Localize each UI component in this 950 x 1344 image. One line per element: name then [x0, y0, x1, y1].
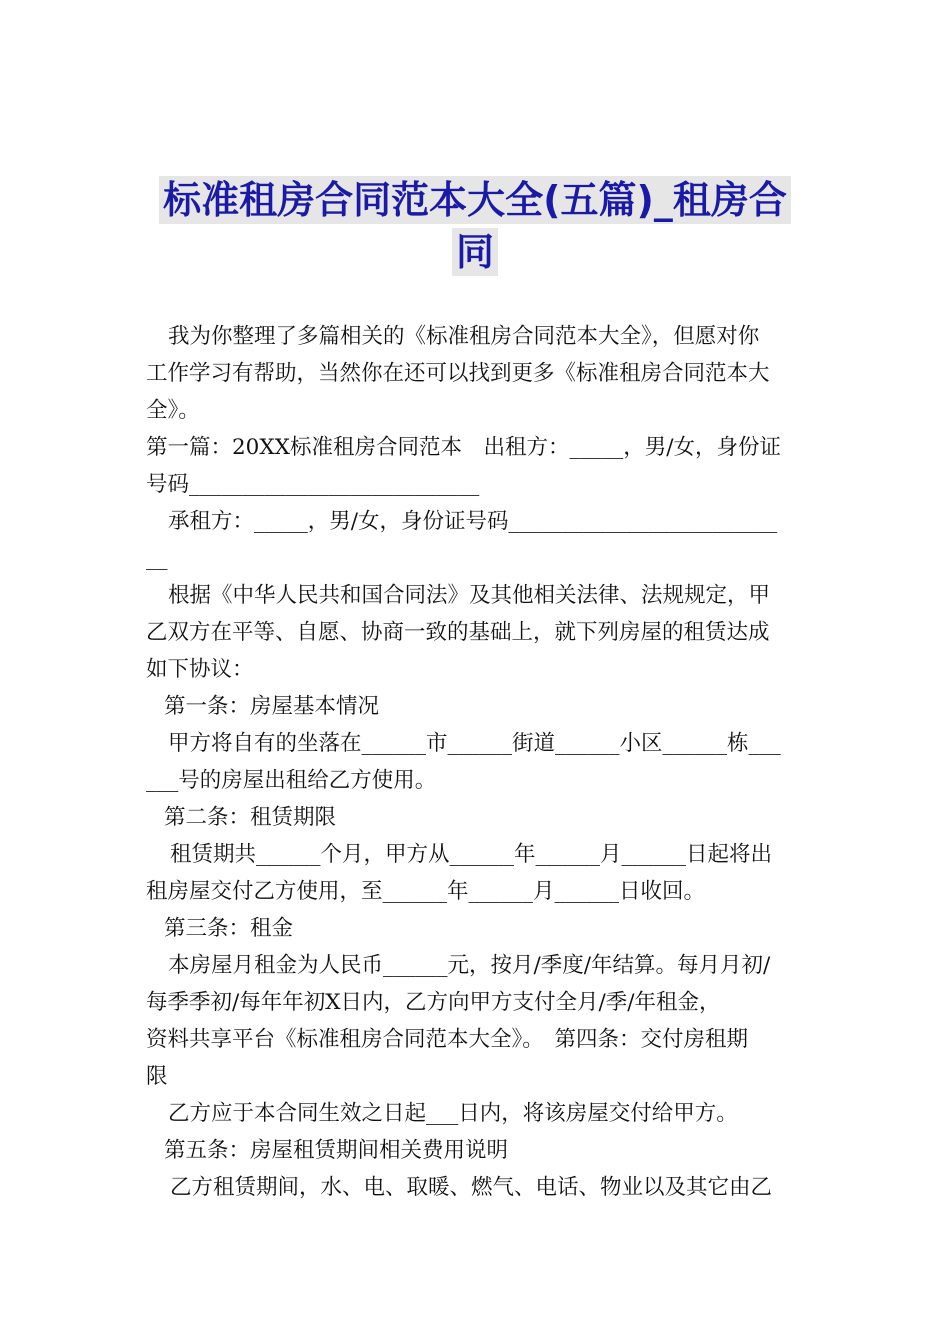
document-title — [0, 176, 950, 280]
paragraph-line: 根据《中华人民共和国合同法》及其他相关法律、法规规定，甲 — [168, 583, 771, 608]
article-heading: 第三条：租金 — [164, 916, 294, 941]
paragraph-line: 乙方应于本合同生效之日起___日内，将该房屋交付给甲方。 — [168, 1101, 738, 1126]
paragraph-line: 资料共享平台《标准租房合同范本大全》。 第四条：交付房租期 — [146, 1027, 749, 1052]
paragraph-line: 全》。 — [146, 398, 200, 423]
paragraph-line: 承租方：_____，男/女，身份证号码_________________________ — [168, 509, 778, 534]
paragraph-line: __ — [146, 546, 168, 571]
paragraph-line: ___号的房屋出租给乙方使用。 — [146, 768, 437, 793]
article-heading: 第二条：租赁期限 — [164, 805, 337, 830]
title-line-1: 标准租房合同范本大全(五篇)_租房合 — [159, 176, 791, 224]
paragraph-line: 限 — [146, 1064, 168, 1089]
paragraph-line: 乙方租赁期间，水、电、取暖、燃气、电话、物业以及其它由乙 — [170, 1175, 773, 1200]
article-heading: 第一条：房屋基本情况 — [164, 694, 380, 719]
article-heading: 第五条：房屋租赁期间相关费用说明 — [164, 1138, 509, 1163]
paragraph-line: 工作学习有帮助，当然你在还可以找到更多《标准租房合同范本大 — [146, 361, 770, 386]
paragraph-line: 每季季初/每年年初X日内，乙方向甲方支付全月/季/年租金， — [146, 990, 721, 1015]
paragraph-line: 本房屋月租金为人民币______元，按月/季度/年结算。每月月初/ — [168, 953, 771, 978]
paragraph-line: 我为你整理了多篇相关的《标准租房合同范本大全》，但愿对你 — [168, 324, 760, 349]
paragraph-line: 乙双方在平等、自愿、协商一致的基础上，就下列房屋的租赁达成 — [146, 620, 770, 645]
document-body — [146, 318, 808, 1206]
paragraph-line: 甲方将自有的坐落在______市______街道______小区______栋___ — [168, 731, 781, 756]
paragraph-line: 第一篇：20XX标准租房合同范本 出租方：_____，男/女，身份证 — [146, 435, 781, 460]
paragraph-line: 租房屋交付乙方使用，至______年______月______日收回。 — [146, 879, 706, 904]
paragraph-line: 如下协议： — [146, 657, 254, 682]
paragraph-line: 号码___________________________ — [146, 472, 480, 497]
title-line-2: 同 — [452, 228, 498, 276]
paragraph-line: 租赁期共______个月，甲方从______年______月______日起将出 — [170, 842, 773, 867]
